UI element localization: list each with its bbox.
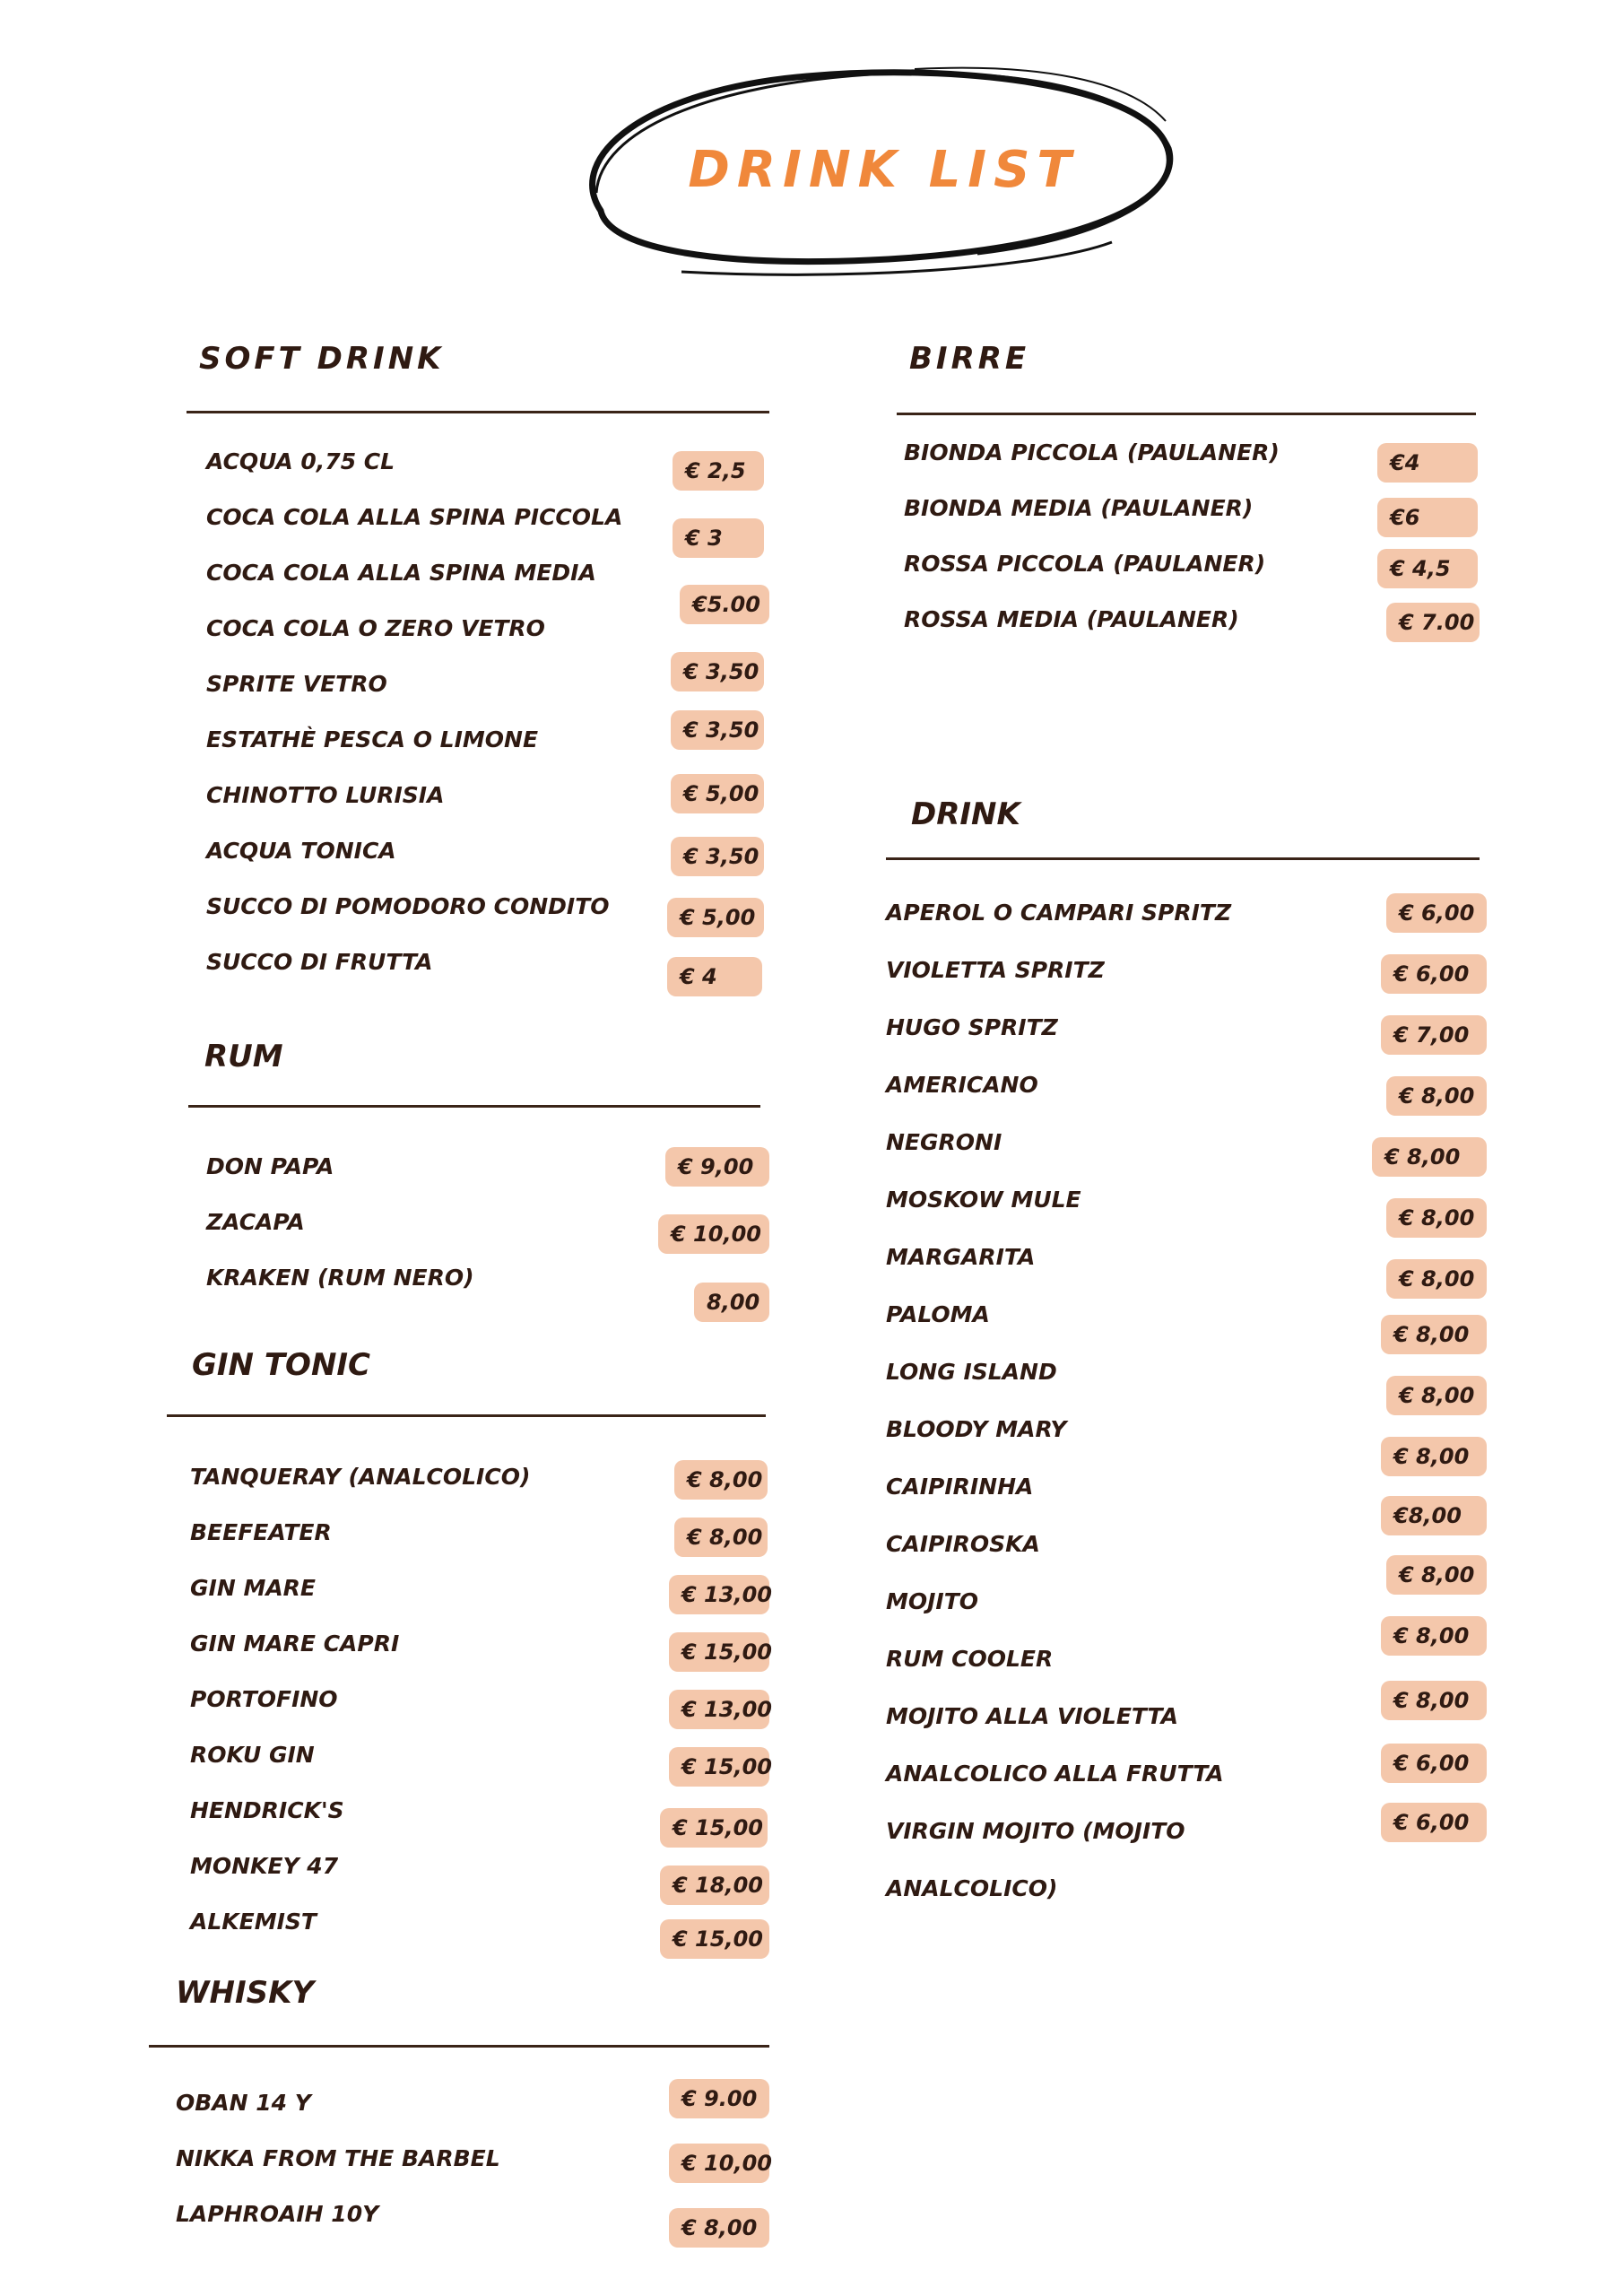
list-item: SUCCO DI FRUTTA <box>206 949 433 975</box>
price-badge: € 9.00 <box>669 2079 769 2118</box>
price-badge: € 3 <box>673 518 764 558</box>
list-item: BLOODY MARY <box>886 1416 1067 1442</box>
list-item: MOSKOW MULE <box>886 1187 1081 1213</box>
section-title-gin-tonic: GIN TONIC <box>192 1347 371 1383</box>
list-item: AMERICANO <box>886 1072 1038 1098</box>
list-item: MOJITO <box>886 1588 979 1614</box>
title-badge <box>574 58 1193 278</box>
list-item: MONKEY 47 <box>190 1853 339 1879</box>
list-item: ACQUA 0,75 CL <box>206 448 395 474</box>
price-badge: € 6,00 <box>1381 1803 1487 1842</box>
list-item: GIN MARE CAPRI <box>190 1631 400 1657</box>
list-item: BEEFEATER <box>190 1519 332 1545</box>
section-title-whisky: WHISKY <box>176 1975 315 2011</box>
price-badge: € 2,5 <box>673 451 764 491</box>
price-badge: €5.00 <box>680 585 769 624</box>
list-item: ANALCOLICO) <box>886 1875 1058 1901</box>
price-badge: €4 <box>1377 443 1478 483</box>
price-badge: € 8,00 <box>1381 1681 1487 1720</box>
price-badge: € 8,00 <box>669 2208 769 2248</box>
list-item: PORTOFINO <box>190 1686 338 1712</box>
page-title: DRINK LIST <box>688 141 1079 199</box>
price-badge: € 8,00 <box>1386 1076 1487 1116</box>
list-item: NIKKA FROM THE BARBEL <box>176 2145 500 2171</box>
price-badge: € 3,50 <box>671 710 764 750</box>
list-item: TANQUERAY (ANALCOLICO) <box>190 1464 531 1490</box>
section-divider <box>167 1414 766 1417</box>
price-badge: € 8,00 <box>1381 1437 1487 1476</box>
list-item: VIOLETTA SPRITZ <box>886 957 1105 983</box>
price-badge: € 18,00 <box>660 1866 769 1905</box>
price-badge: € 7.00 <box>1386 603 1480 642</box>
section-title-soft-drink: SOFT DRINK <box>199 341 445 377</box>
list-item: COCA COLA ALLA SPINA MEDIA <box>206 560 596 586</box>
section-title-rum: RUM <box>204 1039 283 1074</box>
section-divider <box>886 857 1480 860</box>
list-item: CAIPIROSKA <box>886 1531 1040 1557</box>
price-badge: € 6,00 <box>1386 893 1487 933</box>
list-item: LAPHROAIH 10Y <box>176 2201 379 2227</box>
price-badge: € 8,00 <box>674 1518 768 1557</box>
section-title-drink: DRINK <box>911 796 1020 832</box>
list-item: GIN MARE <box>190 1575 317 1601</box>
price-badge: € 13,00 <box>669 1575 769 1614</box>
price-badge: € 3,50 <box>671 652 764 691</box>
price-badge: € 15,00 <box>660 1919 769 1959</box>
list-item: SPRITE VETRO <box>206 671 387 697</box>
list-item: MARGARITA <box>886 1244 1036 1270</box>
price-badge: € 5,00 <box>671 774 764 813</box>
list-item: ROSSA MEDIA (PAULANER) <box>904 606 1239 632</box>
list-item: BIONDA MEDIA (PAULANER) <box>904 495 1254 521</box>
list-item: ESTATHÈ PESCA O LIMONE <box>206 726 539 752</box>
price-badge: € 4,5 <box>1377 549 1478 588</box>
list-item: HUGO SPRITZ <box>886 1014 1058 1040</box>
list-item: HENDRICK'S <box>190 1797 344 1823</box>
list-item: SUCCO DI POMODORO CONDITO <box>206 893 610 919</box>
price-badge: € 13,00 <box>669 1690 769 1729</box>
list-item: MOJITO ALLA VIOLETTA <box>886 1703 1179 1729</box>
section-title-birre: BIRRE <box>909 341 1030 377</box>
price-badge: 8,00 <box>694 1283 769 1322</box>
list-item: ANALCOLICO ALLA FRUTTA <box>886 1761 1224 1787</box>
price-badge: € 5,00 <box>667 898 764 937</box>
price-badge: € 6,00 <box>1381 1744 1487 1783</box>
list-item: NEGRONI <box>886 1129 1002 1155</box>
section-divider <box>187 411 769 413</box>
list-item: APEROL O CAMPARI SPRITZ <box>886 900 1232 926</box>
list-item: LONG ISLAND <box>886 1359 1057 1385</box>
list-item: CAIPIRINHA <box>886 1474 1034 1500</box>
list-item: PALOMA <box>886 1301 990 1327</box>
price-badge: € 3,50 <box>671 837 764 876</box>
section-divider <box>897 413 1476 415</box>
list-item: KRAKEN (RUM NERO) <box>206 1265 474 1291</box>
price-badge: € 15,00 <box>669 1747 769 1787</box>
list-item: DON PAPA <box>206 1153 334 1179</box>
price-badge: € 6,00 <box>1381 954 1487 994</box>
price-badge: € 4 <box>667 957 762 996</box>
list-item: OBAN 14 Y <box>176 2090 311 2116</box>
price-badge: € 7,00 <box>1381 1015 1487 1055</box>
list-item: ROSSA PICCOLA (PAULANER) <box>904 551 1266 577</box>
price-badge: € 10,00 <box>658 1214 769 1254</box>
section-divider <box>188 1105 760 1108</box>
list-item: VIRGIN MOJITO (MOJITO <box>886 1818 1185 1844</box>
price-badge: €6 <box>1377 498 1478 537</box>
list-item: COCA COLA ALLA SPINA PICCOLA <box>206 504 623 530</box>
price-badge: € 8,00 <box>1386 1198 1487 1238</box>
price-badge: € 8,00 <box>1381 1616 1487 1656</box>
list-item: ROKU GIN <box>190 1742 315 1768</box>
price-badge: € 8,00 <box>1386 1555 1487 1595</box>
price-badge: € 15,00 <box>669 1632 769 1672</box>
price-badge: € 8,00 <box>674 1460 768 1500</box>
list-item: ALKEMIST <box>190 1909 317 1935</box>
price-badge: € 10,00 <box>669 2144 769 2183</box>
price-badge: € 8,00 <box>1381 1315 1487 1354</box>
list-item: CHINOTTO LURISIA <box>206 782 445 808</box>
price-badge: € 9,00 <box>665 1147 769 1187</box>
price-badge: € 8,00 <box>1386 1259 1487 1299</box>
list-item: COCA COLA O ZERO VETRO <box>206 615 545 641</box>
price-badge: € 8,00 <box>1386 1376 1487 1415</box>
list-item: BIONDA PICCOLA (PAULANER) <box>904 439 1280 465</box>
list-item: RUM COOLER <box>886 1646 1054 1672</box>
list-item: ZACAPA <box>206 1209 305 1235</box>
section-divider <box>149 2045 769 2048</box>
list-item: ACQUA TONICA <box>206 838 396 864</box>
price-badge: € 15,00 <box>660 1808 768 1848</box>
price-badge: € 8,00 <box>1372 1137 1487 1177</box>
price-badge: €8,00 <box>1381 1496 1487 1535</box>
